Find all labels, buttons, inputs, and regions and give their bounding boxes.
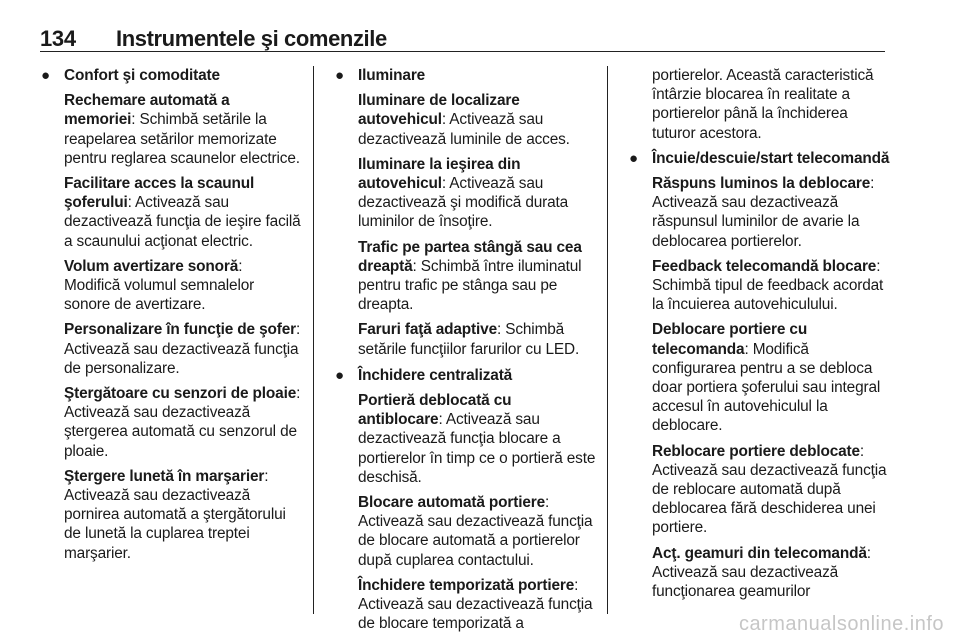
setting-item <box>358 576 596 634</box>
setting-item <box>652 320 890 435</box>
setting-desc: : Schimbă setările funcţiilor farurilor cu LED. <box>358 321 580 358</box>
setting-term: Iluminare de localizare autovehicul <box>358 92 520 129</box>
bullet-icon: ● <box>629 149 638 167</box>
setting-item <box>64 467 302 563</box>
continuation-text: portierelor. Această caracteristică întârzie blocarea în realitate a portierelor până la închiderea tuturor acestora. <box>652 67 874 142</box>
setting-term: Închidere temporizată portiere <box>358 576 575 594</box>
setting-desc: : Activează sau dezactivează funcţionarea geamurilor <box>652 544 871 601</box>
setting-desc: : Schimbă între iluminatul pentru trafic pe stânga sau pe dreapta. <box>358 257 582 314</box>
setting-item <box>652 174 890 251</box>
column-3 <box>628 66 890 608</box>
setting-item <box>358 493 596 570</box>
section-title: Confort şi comoditate <box>64 67 220 84</box>
column-2 <box>334 66 596 640</box>
setting-term: Personalizare în funcţie de şofer <box>64 321 296 339</box>
chapter-title: Instrumentele şi comenzile <box>116 26 387 51</box>
setting-desc: : Activează sau dezactivează funcţia de ieşire facilă a scaunului acţionat electric. <box>64 194 301 250</box>
setting-term: Ştergere lunetă în marşarier <box>64 467 265 485</box>
setting-term: Iluminare la ieşirea din autovehicul <box>358 155 521 193</box>
column-1 <box>40 66 302 570</box>
section-title: Închidere centralizată <box>358 366 513 384</box>
setting-desc: : Activează sau dezactivează luminile de acces. <box>358 111 570 148</box>
setting-desc: : Activează sau dezactivează funcţia de blocare automată a portierelor după cuplarea contactului. <box>358 494 593 569</box>
setting-term: Trafic pe partea stângă sau cea dreaptă <box>358 238 582 275</box>
column-divider-1 <box>313 66 314 614</box>
section-telecomanda <box>628 149 890 601</box>
setting-item <box>358 91 596 149</box>
setting-term: Ştergătoare cu senzori de ploaie <box>64 385 297 403</box>
setting-desc: : Activează sau dezactivează funcţia de personalizare. <box>64 321 301 377</box>
setting-term: Acţ. geamuri din telecomandă <box>652 544 867 562</box>
setting-term: Volum avertizare sonoră <box>64 257 239 275</box>
setting-term: Deblocare portiere cu telecomanda <box>652 321 808 358</box>
setting-item <box>652 257 890 315</box>
watermark: carmanualsonline.info <box>738 613 944 635</box>
setting-item <box>358 155 596 232</box>
setting-desc: : Activează sau dezactivează ştergerea automată cu senzorul de ploaie. <box>64 385 301 460</box>
section-confort <box>40 66 302 563</box>
setting-item <box>652 544 890 602</box>
setting-term: Facilitare acces la scaunul şoferului <box>64 175 255 212</box>
section-title: Încuie/descuie/start telecomandă <box>652 149 890 167</box>
bullet-icon: ● <box>41 67 50 84</box>
setting-desc: : Activează sau dezactivează pornirea automată a ştergătorului de lunetă la cuplarea treptei marşarier. <box>64 467 286 562</box>
setting-term: Blocare automată portiere <box>358 494 545 512</box>
setting-desc: : Modifică configurarea pentru a se debloca doar portiera şoferului sau integral accesul în autovehiculul la deblocare. <box>652 340 881 435</box>
setting-term: Portieră deblocată cu antiblocare <box>358 392 512 429</box>
setting-desc: : Activează sau dezactivează funcţia de blocare temporizată a <box>358 576 593 633</box>
setting-item <box>64 257 302 315</box>
setting-term: Răspuns luminos la deblocare <box>652 175 871 193</box>
section-iluminare <box>334 66 596 359</box>
bullet-icon: ● <box>335 366 344 384</box>
setting-item <box>64 174 302 251</box>
setting-term: Reblocare portiere deblocate <box>652 442 860 460</box>
setting-item <box>64 320 302 378</box>
setting-term: Faruri faţă adaptive <box>358 321 497 339</box>
bullet-icon: ● <box>335 67 344 84</box>
setting-desc: : Schimbă tipul de feedback acordat la încuierea autovehiculului. <box>652 257 884 314</box>
page-header <box>40 26 885 51</box>
section-title: Iluminare <box>358 67 426 84</box>
setting-item <box>64 91 302 168</box>
setting-term: Rechemare automată a memoriei <box>64 92 230 129</box>
section-inchidere-centralizata <box>334 366 596 634</box>
setting-item <box>64 384 302 461</box>
header-rule <box>40 51 885 52</box>
setting-desc: : Activează sau dezactivează funcţia blocare a portierelor în timp ce o portieră este deschisă. <box>358 411 596 486</box>
setting-desc: : Activează sau dezactivează şi modifică durata luminilor de însoţire. <box>358 175 569 231</box>
setting-desc: : Schimbă setările la reapelarea setărilor memorizate pentru reglarea scaunelor electrice. <box>64 111 300 167</box>
setting-desc: : Modifică volumul semnalelor sonore de avertizare. <box>64 257 255 314</box>
setting-item <box>652 442 890 538</box>
setting-item <box>358 391 596 487</box>
setting-item <box>358 320 596 358</box>
setting-desc: : Activează sau dezactivează funcţia de reblocare automată după deblocarea fără deschiderea unei portiere. <box>652 442 887 537</box>
setting-term: Feedback telecomandă blocare <box>652 257 877 275</box>
setting-desc: : Activează sau dezactivează răspunsul luminilor de avarie la deblocarea portierelor. <box>652 175 875 250</box>
column-divider-2 <box>607 66 608 614</box>
page-number: 134 <box>40 26 76 51</box>
setting-item <box>358 238 596 315</box>
